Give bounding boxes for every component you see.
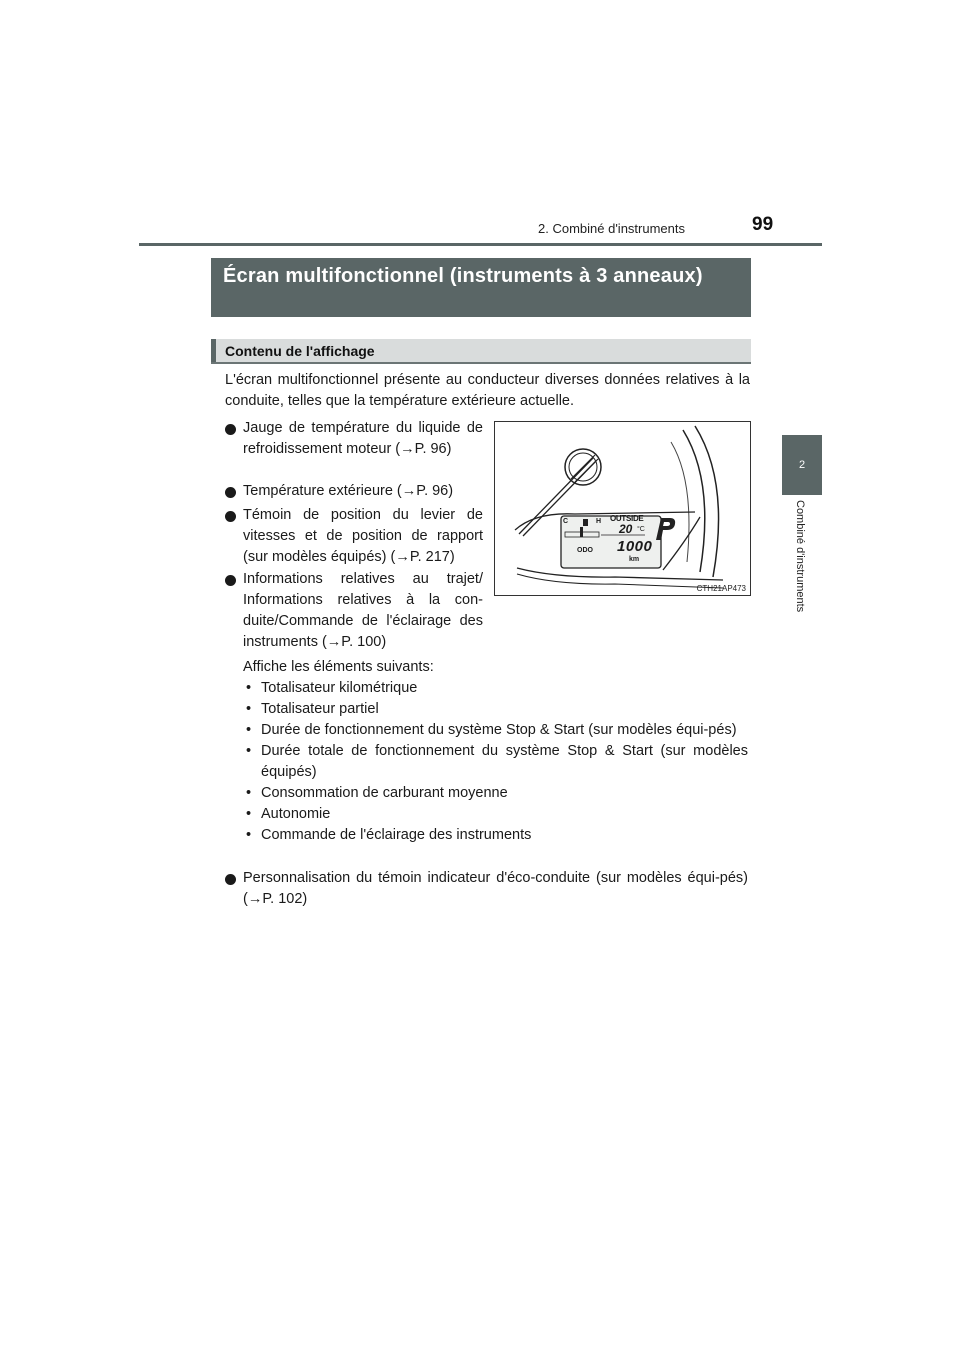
- gauge-h-label: H: [596, 518, 602, 525]
- bullet-dot: [225, 874, 236, 885]
- gauge-c-label: C: [563, 518, 569, 525]
- bullet-text: Température extérieure (→P. 96): [243, 483, 454, 499]
- list-item: • Consommation de carburant moyenne: [243, 783, 748, 804]
- subsection-title: [211, 339, 751, 364]
- running-header-section: 2. Combiné d'instruments: [538, 221, 685, 236]
- bullet-text: Jauge de température du liquide de refroidissement moteur (→P. 96): [243, 420, 483, 457]
- page-number: 99: [752, 214, 774, 235]
- odometer-value: 1000: [617, 538, 653, 555]
- subsection-title-bar: [211, 339, 216, 362]
- bezel-bottom: [517, 568, 723, 580]
- chapter-tab: [782, 435, 822, 495]
- chapter-tab-number: 2: [798, 459, 806, 471]
- list-item: • Totalisateur kilométrique: [243, 678, 748, 699]
- outside-label: OUTSIDE: [610, 514, 644, 523]
- list-item: • Durée totale de fonctionnement du système Stop & Start (sur modèles équipés): [243, 741, 748, 783]
- intro-paragraph: L'écran multifonctionnel présente au conducteur diverses données relatives à la conduite, telles que la température extérieure actuelle.: [225, 372, 750, 409]
- bullet-dot: [225, 511, 236, 522]
- bullet-text: Personnalisation du témoin indicateur d'éco-conduite (sur modèles équi-pés) (→P. 102): [243, 870, 748, 907]
- list-item: • Autonomie: [243, 804, 748, 825]
- chapter-side-label: [790, 500, 810, 640]
- display-intro: Affiche les éléments suivants:: [243, 659, 434, 675]
- subsection-title-text: Contenu de l'affichage: [225, 343, 375, 359]
- list-item: • Totalisateur partiel: [243, 699, 748, 720]
- instrument-cluster-figure: [494, 421, 751, 596]
- bullet-dot: [225, 487, 236, 498]
- odo-label: ODO: [577, 547, 593, 554]
- display-items-list: [243, 678, 748, 846]
- outer-ring-arc: [695, 426, 719, 577]
- cluster-illustration: [495, 422, 751, 596]
- temperature-value: 20: [619, 522, 633, 536]
- chapter-side-label-text: Combiné d'instruments: [794, 500, 806, 613]
- odometer-unit: km: [629, 556, 640, 563]
- outer-ring-arc: [683, 430, 705, 572]
- header-rule: [139, 243, 822, 246]
- coolant-icon: [583, 519, 588, 526]
- temperature-unit: °C: [637, 526, 645, 533]
- section-title: Écran multifonctionnel (instruments à 3 anneaux): [211, 258, 751, 317]
- bullet-text: Informations relatives au trajet/ Informations relatives à la con-duite/Commande de l'éclairage des instruments (→P. 100): [243, 571, 483, 650]
- list-item: • Commande de l'éclairage des instruments: [243, 825, 748, 846]
- inner-ring-arc: [671, 442, 689, 562]
- bullet-dot: [225, 424, 236, 435]
- bullet-text: Témoin de position du levier de vitesses et de position de rapport (sur modèles équipés) (→P. 217): [243, 507, 483, 565]
- list-item: • Durée de fonctionnement du système Stop & Start (sur modèles équi-pés): [243, 720, 748, 741]
- figure-code: CTH21AP473: [696, 584, 746, 593]
- bullet-dot: [225, 575, 236, 586]
- coolant-level: [580, 527, 583, 537]
